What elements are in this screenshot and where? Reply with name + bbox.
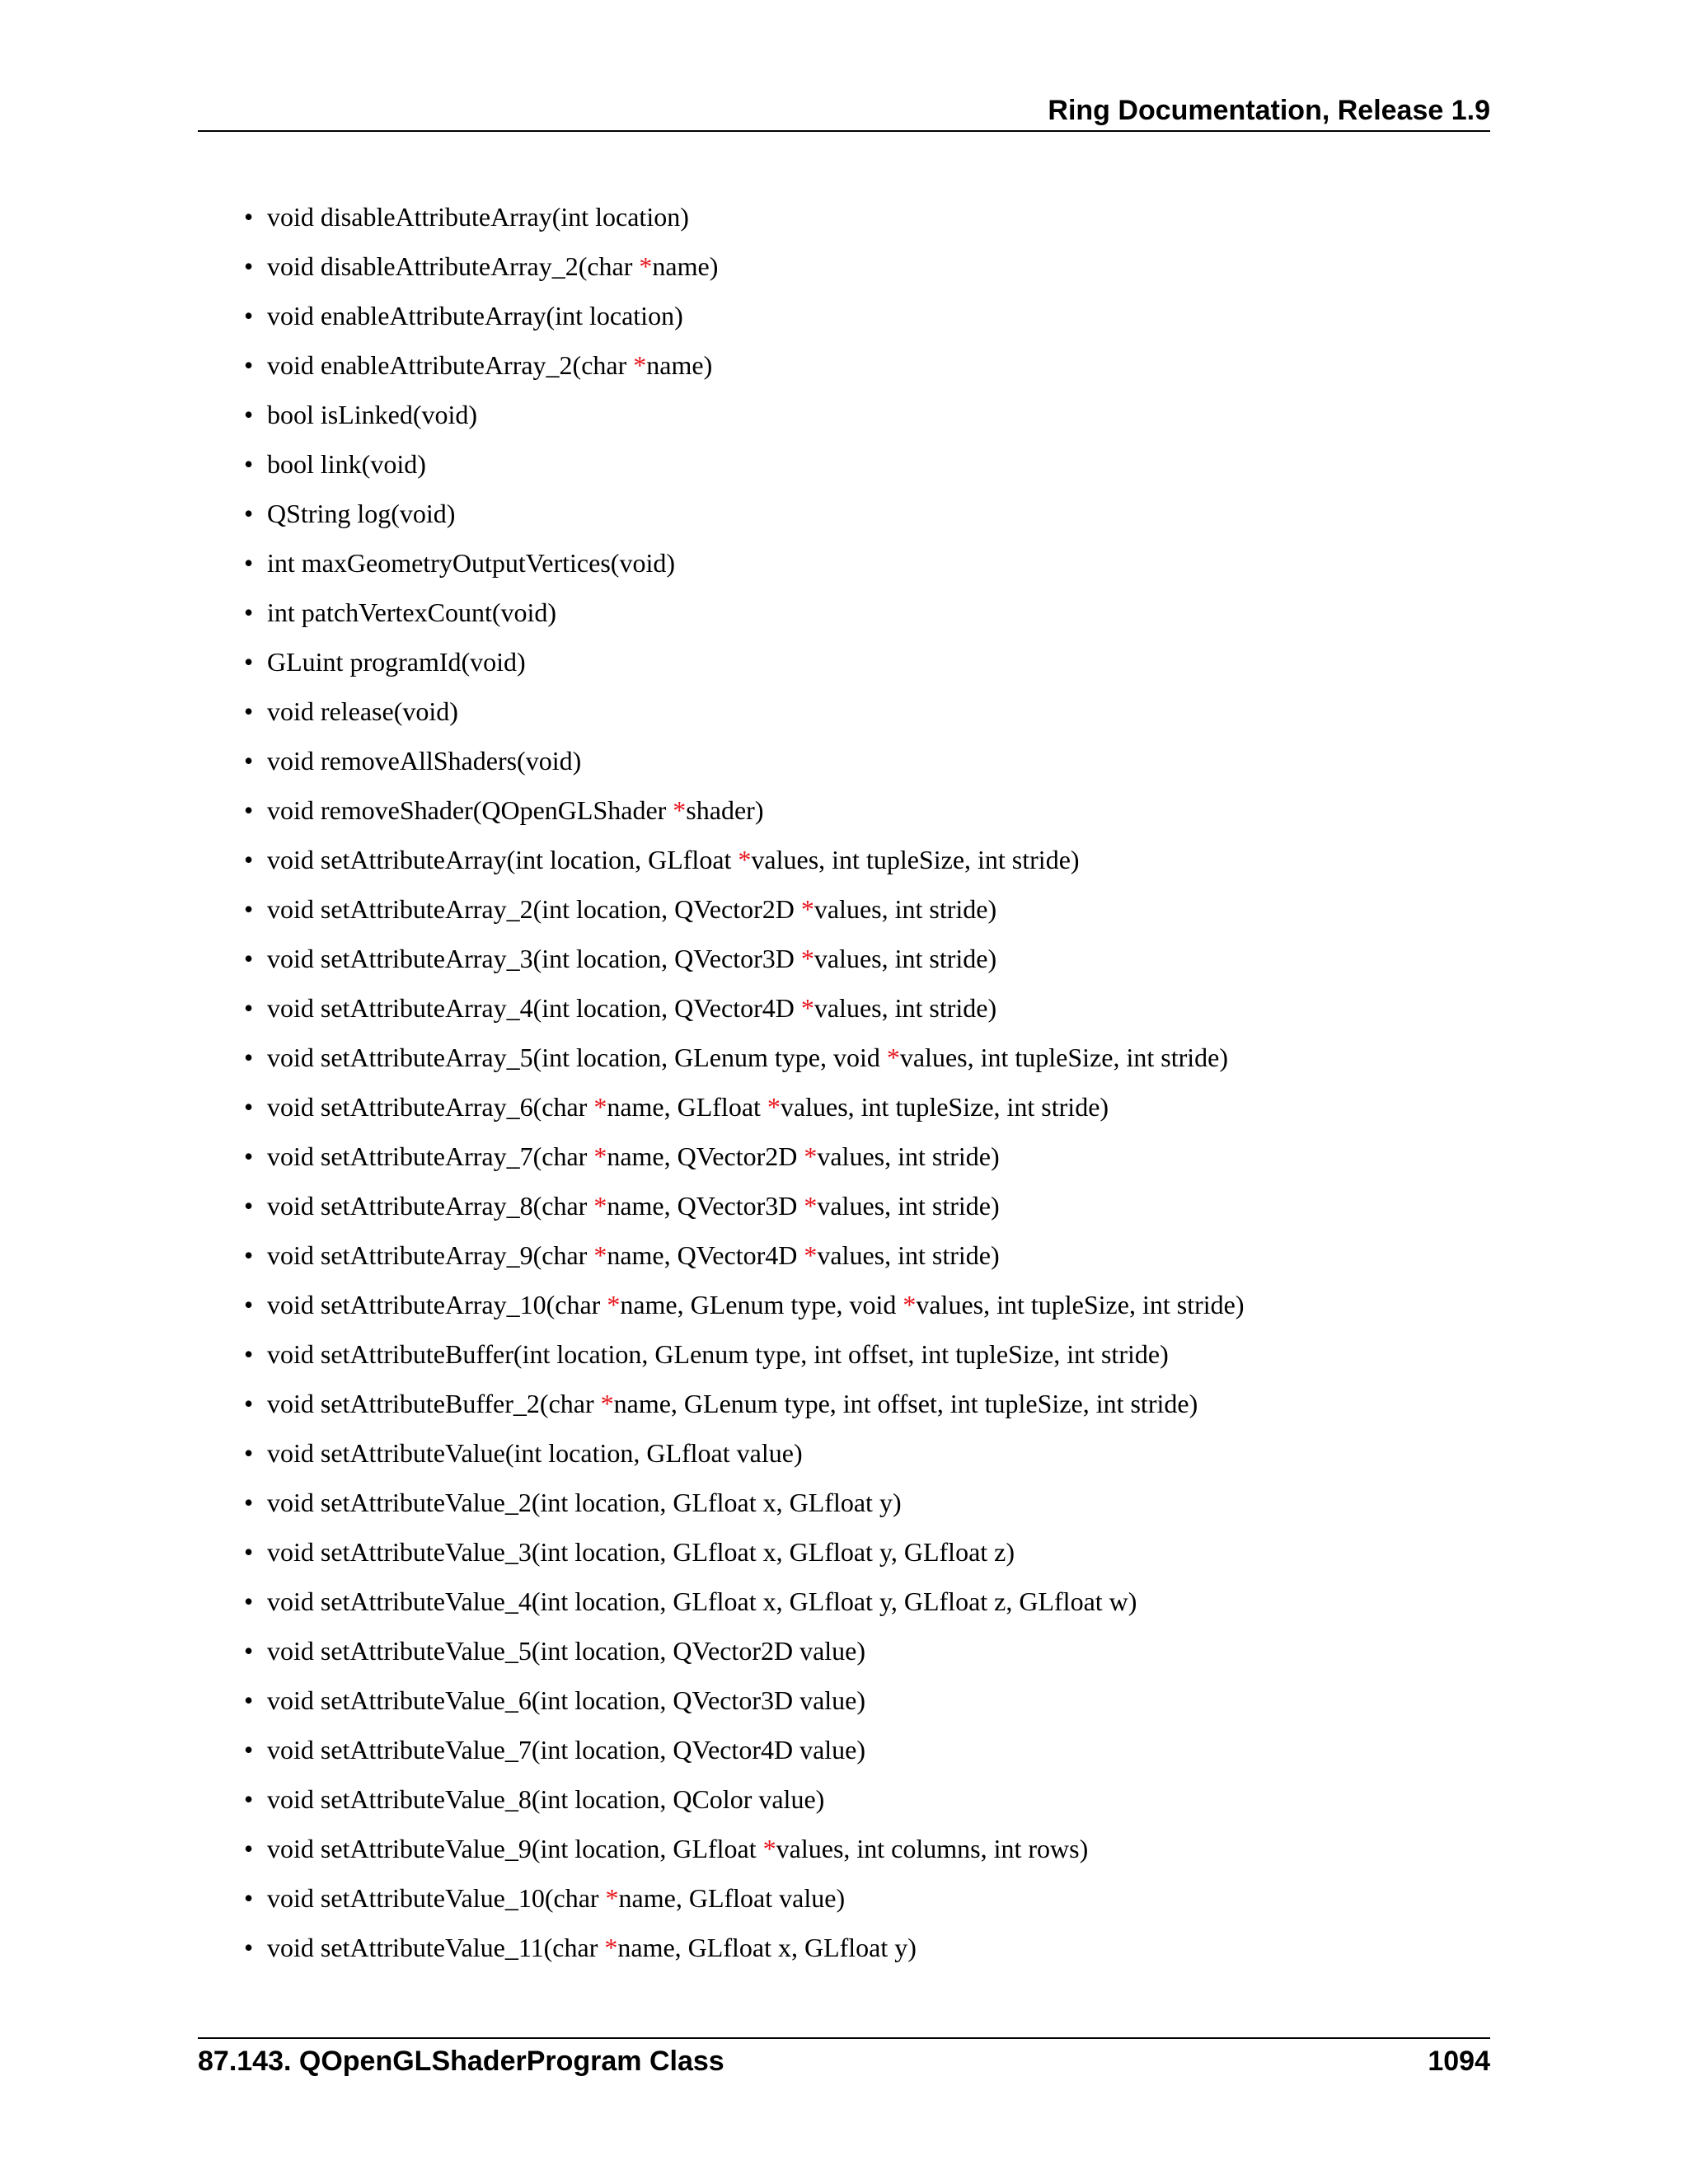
method-text: values, int tupleSize, int stride) [916, 1290, 1245, 1319]
pointer-star: * [607, 1290, 621, 1319]
footer-rule [198, 2037, 1490, 2039]
pointer-star: * [605, 1883, 619, 1913]
method-item [244, 1138, 1244, 1188]
bullet-icon: • [244, 1933, 254, 1962]
method-item [244, 1286, 1244, 1336]
footer-page-number: 1094 [1428, 2046, 1490, 2077]
bullet-icon: • [244, 1389, 254, 1418]
method-text: void release(void) [267, 696, 458, 726]
method-item [244, 1237, 1244, 1286]
method-text: values, int columns, int rows) [776, 1834, 1089, 1863]
pointer-star: * [639, 251, 653, 281]
bullet-icon: • [244, 647, 254, 677]
pointer-star: * [673, 795, 687, 825]
pointer-star: * [804, 1141, 818, 1171]
method-item [244, 1929, 1244, 1979]
method-item [244, 1732, 1244, 1781]
method-item [244, 248, 1244, 298]
method-text: void setAttributeArray_3(int location, QVector3D [267, 944, 801, 973]
method-text: void setAttributeBuffer(int location, GLenum type, int offset, int tupleSize, int stride) [267, 1339, 1169, 1369]
bullet-icon: • [244, 1784, 254, 1814]
method-item [244, 891, 1244, 940]
bullet-icon: • [244, 449, 254, 479]
method-text: name, QVector4D [607, 1240, 804, 1270]
method-item [244, 545, 1244, 594]
bullet-icon: • [244, 1141, 254, 1171]
method-item [244, 1435, 1244, 1484]
bullet-icon: • [244, 251, 254, 281]
method-text: void setAttributeArray_9(char [267, 1240, 594, 1270]
method-text: void setAttributeValue_3(int location, GLfloat x, GLfloat y, GLfloat z) [267, 1537, 1015, 1567]
pointer-star: * [903, 1290, 917, 1319]
method-text: values, int stride) [814, 944, 997, 973]
method-text: void setAttributeArray_4(int location, QVector4D [267, 993, 801, 1023]
bullet-icon: • [244, 1438, 254, 1468]
method-item [244, 644, 1244, 693]
method-text: void removeShader(QOpenGLShader [267, 795, 673, 825]
method-text: QString log(void) [267, 499, 456, 528]
method-text: name) [652, 251, 719, 281]
method-item [244, 792, 1244, 841]
method-text: void setAttributeValue_10(char [267, 1883, 606, 1913]
method-text: void setAttributeValue_4(int location, GLfloat x, GLfloat y, GLfloat z, GLfloat w) [267, 1586, 1137, 1616]
method-text: name, GLfloat [607, 1092, 767, 1122]
method-item [244, 298, 1244, 347]
method-item [244, 1188, 1244, 1237]
bullet-icon: • [244, 1339, 254, 1369]
method-item [244, 1534, 1244, 1583]
method-item [244, 743, 1244, 792]
method-item [244, 446, 1244, 495]
bullet-icon: • [244, 1043, 254, 1072]
method-text: void removeAllShaders(void) [267, 746, 582, 776]
method-text: values, int tupleSize, int stride) [899, 1043, 1228, 1072]
method-text: name, QVector2D [607, 1141, 804, 1171]
pointer-star: * [738, 845, 752, 874]
method-text: values, int tupleSize, int stride) [751, 845, 1080, 874]
method-item [244, 495, 1244, 545]
method-text: name, GLfloat x, GLfloat y) [617, 1933, 917, 1962]
bullet-icon: • [244, 1092, 254, 1122]
method-item [244, 396, 1244, 446]
method-text: values, int tupleSize, int stride) [780, 1092, 1109, 1122]
pointer-star: * [767, 1092, 781, 1122]
method-text: name, GLfloat value) [618, 1883, 846, 1913]
method-text: name, QVector3D [607, 1191, 804, 1221]
method-text: void setAttributeValue_6(int location, QVector3D value) [267, 1685, 866, 1715]
method-item [244, 990, 1244, 1039]
bullet-icon: • [244, 400, 254, 429]
method-item [244, 594, 1244, 644]
pointer-star: * [800, 944, 814, 973]
bullet-icon: • [244, 845, 254, 874]
method-text: void setAttributeArray_10(char [267, 1290, 607, 1319]
method-text: void setAttributeArray_5(int location, GLenum type, void [267, 1043, 887, 1072]
pointer-star: * [593, 1191, 607, 1221]
pointer-star: * [804, 1240, 818, 1270]
method-list [244, 199, 1244, 1979]
bullet-icon: • [244, 548, 254, 578]
bullet-icon: • [244, 1488, 254, 1517]
pointer-star: * [800, 993, 814, 1023]
pointer-star: * [762, 1834, 776, 1863]
method-item [244, 199, 1244, 248]
method-item [244, 1682, 1244, 1732]
bullet-icon: • [244, 1834, 254, 1863]
method-text: void disableAttributeArray_2(char [267, 251, 640, 281]
bullet-icon: • [244, 1586, 254, 1616]
method-text: void setAttributeArray(int location, GLfloat [267, 845, 738, 874]
pointer-star: * [593, 1141, 607, 1171]
bullet-icon: • [244, 1191, 254, 1221]
method-text: values, int stride) [817, 1191, 1000, 1221]
method-text: name, GLenum type, void [620, 1290, 903, 1319]
method-text: bool isLinked(void) [267, 400, 478, 429]
bullet-icon: • [244, 894, 254, 924]
bullet-icon: • [244, 746, 254, 776]
method-item [244, 841, 1244, 891]
pointer-star: * [800, 894, 814, 924]
method-text: void setAttributeArray_8(char [267, 1191, 594, 1221]
method-item [244, 1781, 1244, 1830]
method-item [244, 347, 1244, 396]
bullet-icon: • [244, 202, 254, 232]
bullet-icon: • [244, 1883, 254, 1913]
method-text: values, int stride) [817, 1141, 1000, 1171]
bullet-icon: • [244, 598, 254, 627]
method-item [244, 1880, 1244, 1929]
method-text: void setAttributeBuffer_2(char [267, 1389, 601, 1418]
method-text: void setAttributeValue_9(int location, GLfloat [267, 1834, 763, 1863]
footer-section-title: 87.143. QOpenGLShaderProgram Class [198, 2046, 724, 2077]
bullet-icon: • [244, 795, 254, 825]
method-text: void setAttributeArray_2(int location, QVector2D [267, 894, 801, 924]
method-item [244, 1336, 1244, 1385]
pointer-star: * [604, 1933, 618, 1962]
method-text: void setAttributeArray_6(char [267, 1092, 594, 1122]
method-item [244, 1583, 1244, 1633]
bullet-icon: • [244, 1240, 254, 1270]
method-item [244, 1385, 1244, 1435]
method-text: values, int stride) [814, 894, 997, 924]
method-text: void setAttributeValue(int location, GLfloat value) [267, 1438, 803, 1468]
method-item [244, 1830, 1244, 1880]
method-text: void enableAttributeArray(int location) [267, 301, 683, 330]
method-item [244, 1039, 1244, 1089]
method-text: void setAttributeArray_7(char [267, 1141, 594, 1171]
bullet-icon: • [244, 1636, 254, 1666]
bullet-icon: • [244, 350, 254, 380]
method-item [244, 1089, 1244, 1138]
bullet-icon: • [244, 696, 254, 726]
bullet-icon: • [244, 944, 254, 973]
method-text: void setAttributeValue_8(int location, QColor value) [267, 1784, 825, 1814]
header-rule [198, 130, 1490, 132]
method-text: void setAttributeValue_7(int location, QVector4D value) [267, 1735, 866, 1765]
method-item [244, 1633, 1244, 1682]
method-item [244, 693, 1244, 743]
bullet-icon: • [244, 1735, 254, 1765]
method-text: void setAttributeValue_11(char [267, 1933, 605, 1962]
method-text: values, int stride) [814, 993, 997, 1023]
bullet-icon: • [244, 301, 254, 330]
method-text: name) [646, 350, 713, 380]
method-text: void disableAttributeArray(int location) [267, 202, 689, 232]
method-text: int patchVertexCount(void) [267, 598, 557, 627]
pointer-star: * [600, 1389, 614, 1418]
bullet-icon: • [244, 1685, 254, 1715]
method-text: int maxGeometryOutputVertices(void) [267, 548, 675, 578]
pointer-star: * [593, 1092, 607, 1122]
bullet-icon: • [244, 1537, 254, 1567]
method-text: void setAttributeValue_5(int location, QVector2D value) [267, 1636, 866, 1666]
bullet-icon: • [244, 499, 254, 528]
bullet-icon: • [244, 1290, 254, 1319]
method-text: values, int stride) [817, 1240, 1000, 1270]
page-header-title: Ring Documentation, Release 1.9 [1048, 95, 1490, 126]
bullet-icon: • [244, 993, 254, 1023]
method-text: void enableAttributeArray_2(char [267, 350, 634, 380]
pointer-star: * [633, 350, 647, 380]
method-text: GLuint programId(void) [267, 647, 526, 677]
method-text: shader) [686, 795, 764, 825]
method-item [244, 1484, 1244, 1534]
method-text: bool link(void) [267, 449, 426, 479]
method-text: name, GLenum type, int offset, int tupleSize, int stride) [613, 1389, 1198, 1418]
pointer-star: * [886, 1043, 900, 1072]
pointer-star: * [804, 1191, 818, 1221]
method-text: void setAttributeValue_2(int location, GLfloat x, GLfloat y) [267, 1488, 902, 1517]
pointer-star: * [593, 1240, 607, 1270]
method-item [244, 940, 1244, 990]
